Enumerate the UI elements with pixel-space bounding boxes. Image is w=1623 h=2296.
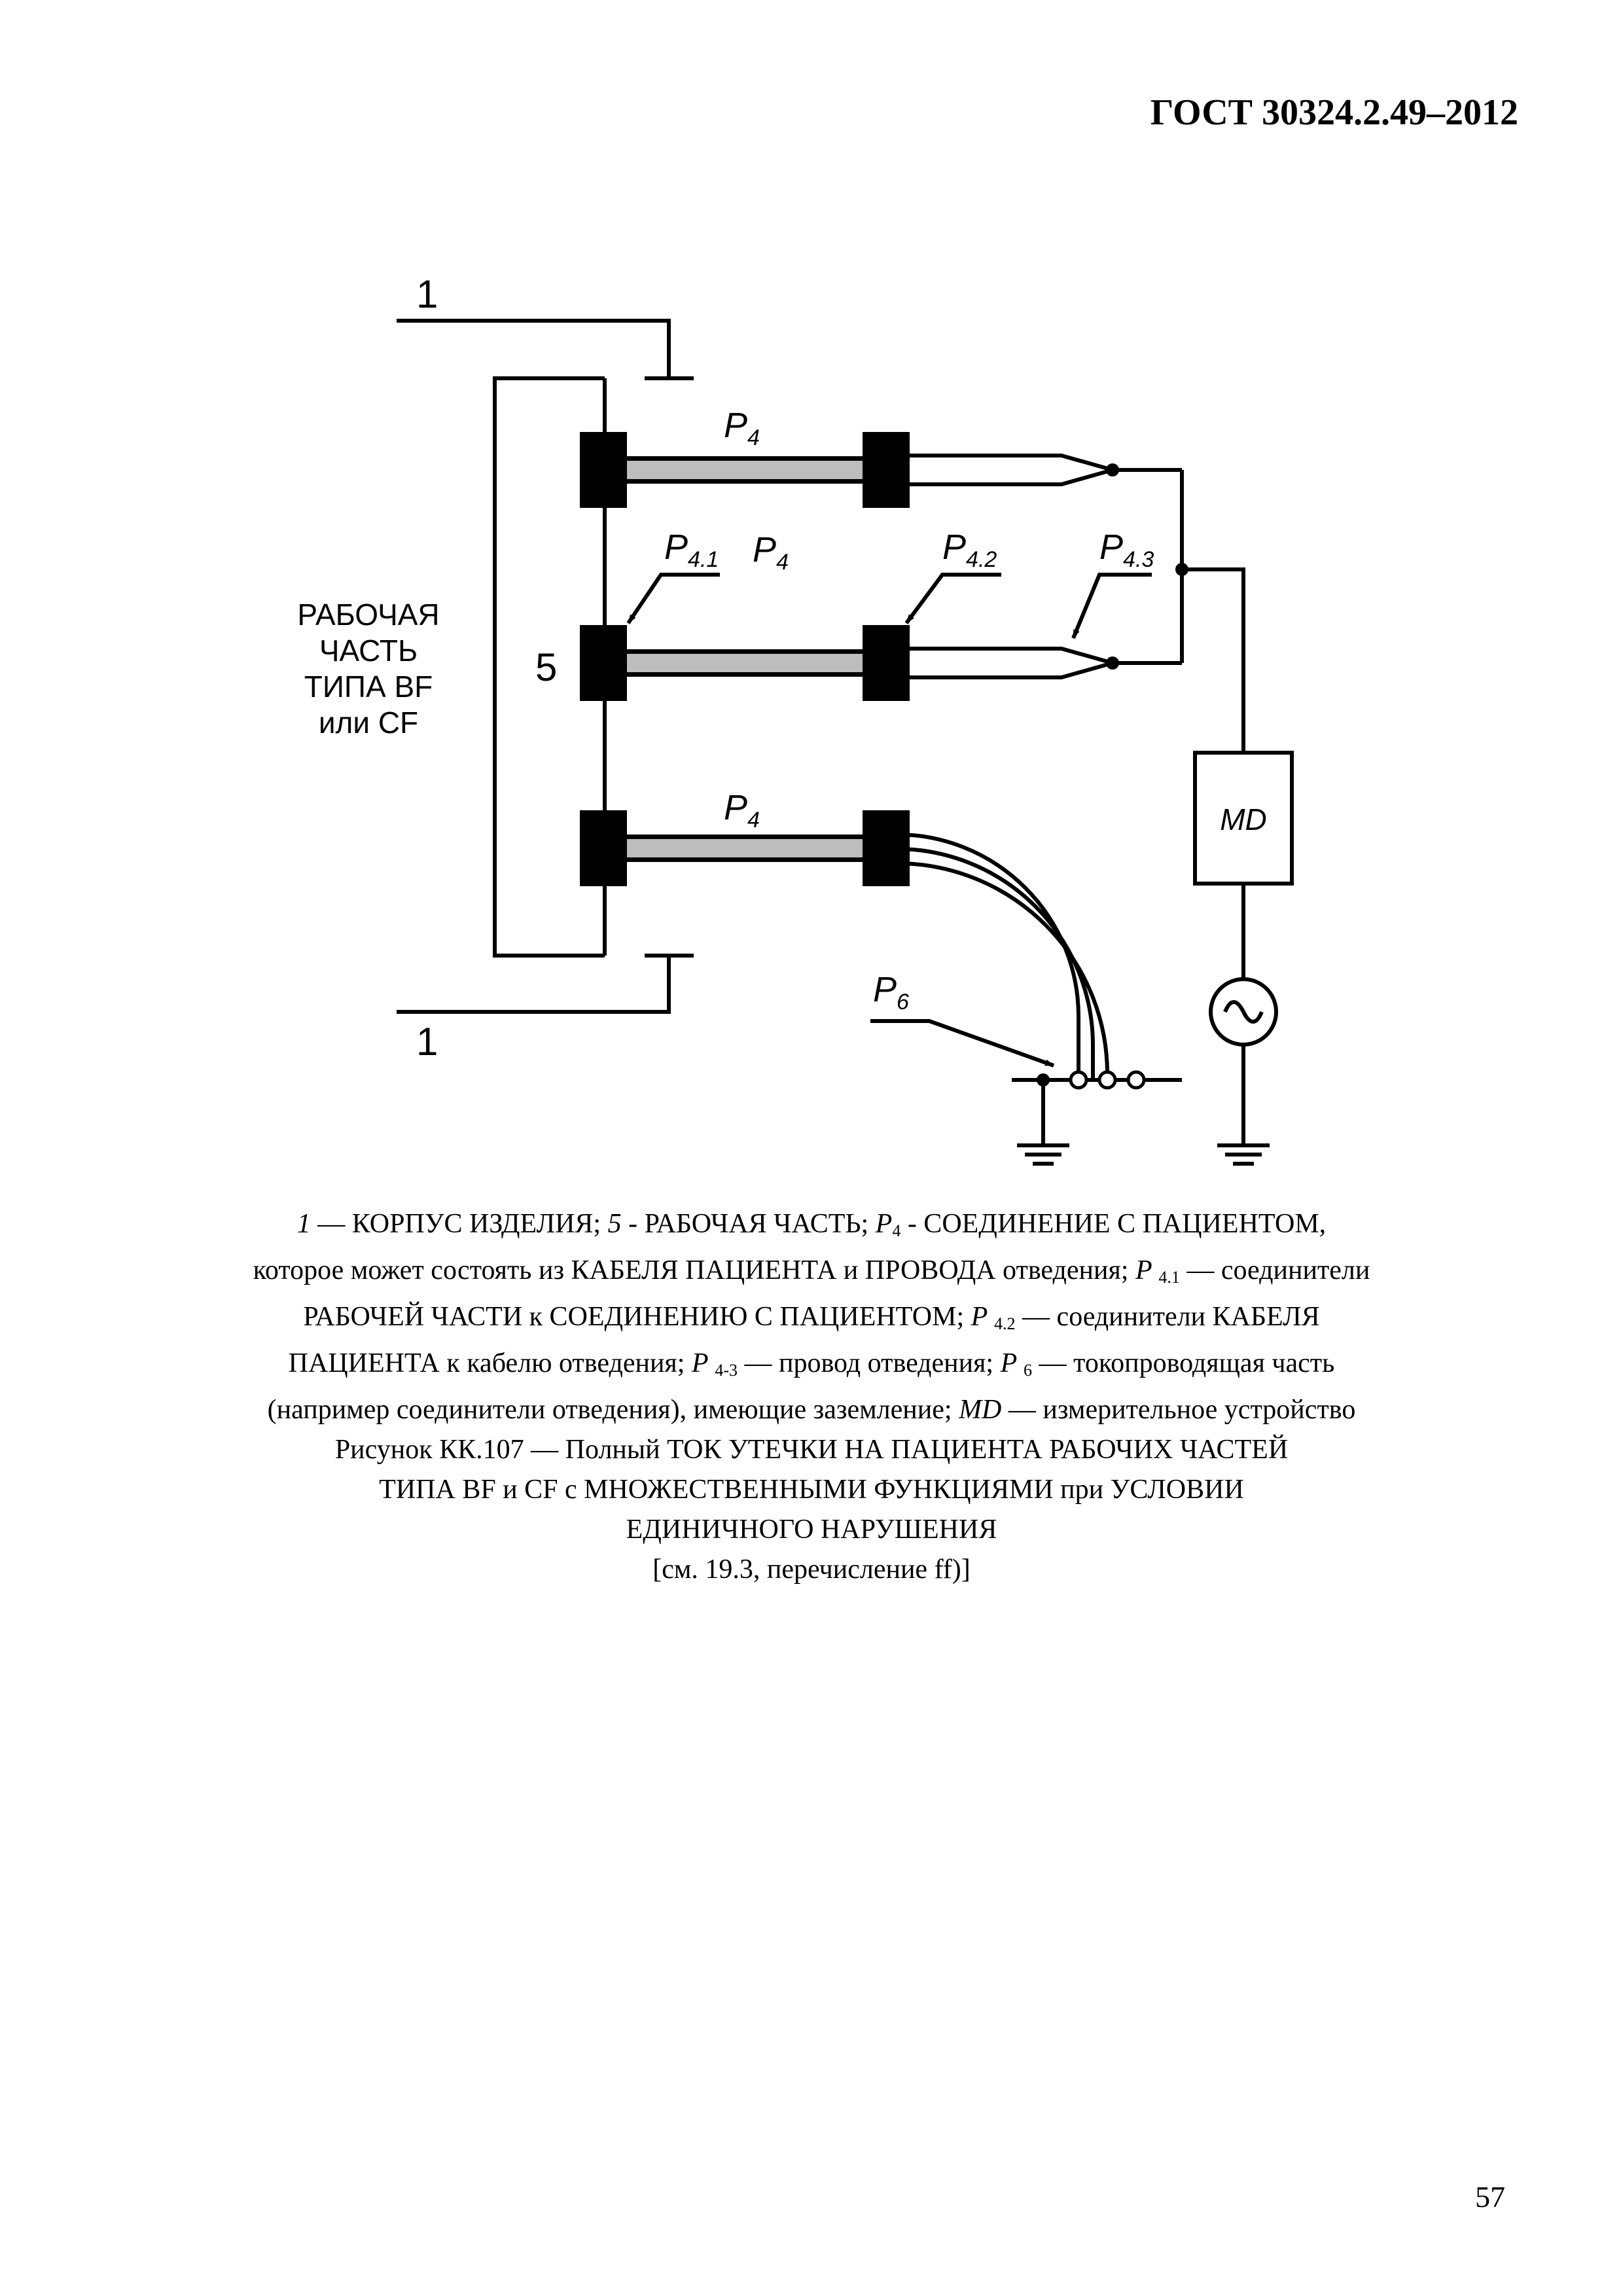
label-body-bottom: 1 bbox=[416, 1020, 438, 1064]
lead-terminal-3 bbox=[1128, 1072, 1144, 1088]
node-row2 bbox=[1106, 656, 1119, 670]
caption-line-3: ЕДИНИЧНОГО НАРУШЕНИЯ bbox=[626, 1515, 997, 1545]
legend-line-1: 1 — КОРПУС ИЗДЕЛИЯ; 5 - РАБОЧАЯ ЧАСТЬ; $P_4$ - СОЕДИНЕНИЕ С ПАЦИЕНТОМ, bbox=[296, 1209, 1327, 1240]
lead-terminal-1 bbox=[1071, 1072, 1086, 1088]
label-md: MD bbox=[1220, 802, 1267, 836]
lead-row2-upper bbox=[897, 649, 1113, 663]
caption-line-1: Рисунок КК.107 — Полный ТОК УТЕЧКИ НА ПАЦИЕНТА РАБОЧИХ ЧАСТЕЙ bbox=[334, 1435, 1289, 1465]
label-part-number: 5 bbox=[535, 645, 558, 689]
figure-legend bbox=[164, 1204, 1459, 1430]
ac-source-wave bbox=[1225, 1002, 1262, 1022]
lead-row1-upper bbox=[897, 456, 1113, 470]
document-header: ГОСТ 30324.2.49–2012 bbox=[1150, 92, 1518, 133]
connector-applied-part-row1 bbox=[580, 432, 627, 508]
leader-p41 bbox=[628, 575, 720, 623]
leader-p6 bbox=[870, 1021, 1054, 1066]
label-body-top: 1 bbox=[416, 272, 438, 316]
caption-line-2: ТИПА BF и CF с МНОЖЕСТВЕННЫМИ ФУНКЦИЯМИ при УСЛОВИИ bbox=[379, 1475, 1244, 1505]
cable-row1 bbox=[626, 456, 864, 484]
leader-p43 bbox=[1073, 575, 1152, 638]
legend-line-3: РАБОЧЕЙ ЧАСТИ к СОЕДИНЕНИЮ С ПАЦИЕНТОМ; P $_{4.2}$ — соединители КАБЕЛЯ bbox=[303, 1302, 1320, 1333]
connector-applied-part-row2 bbox=[580, 625, 627, 701]
label-p43: $P_{4.3}$ bbox=[1099, 528, 1154, 572]
connector-patient-cable-row3 bbox=[863, 810, 910, 886]
label-p42: $P_{4.2}$ bbox=[942, 528, 997, 572]
lead-terminal-2 bbox=[1099, 1072, 1115, 1088]
enclosure-bottom-line bbox=[397, 956, 669, 1012]
legend-line-5: (например соединители отведения), имеющие заземление; MD — измерительное устройство bbox=[267, 1395, 1356, 1425]
applied-part-line1: РАБОЧАЯ bbox=[297, 598, 440, 632]
applied-part-line3: ТИПА BF bbox=[304, 670, 433, 704]
caption-line-4: [см. 19.3, перечисление ff)] bbox=[652, 1554, 971, 1585]
label-p6: $P_6$ bbox=[873, 970, 909, 1014]
figure-caption bbox=[164, 1430, 1459, 1590]
cable-row3 bbox=[626, 834, 864, 862]
lead-row1-lower bbox=[897, 470, 1113, 484]
page-number: 57 bbox=[1475, 2180, 1505, 2214]
applied-part-line2: ЧАСТЬ bbox=[319, 634, 418, 668]
connector-patient-cable-row2 bbox=[863, 625, 910, 701]
connector-patient-cable-row1 bbox=[863, 432, 910, 508]
node-row1 bbox=[1106, 463, 1119, 476]
label-p4-row2: $P_4$ bbox=[753, 530, 789, 575]
cable-row2 bbox=[626, 649, 864, 677]
leader-p42 bbox=[906, 575, 1001, 623]
legend-line-4: ПАЦИЕНТА к кабелю отведения; P $_{4-3}$ — провод отведения; P $_6$ — токопроводящая часть bbox=[288, 1348, 1335, 1380]
label-p4-row1: $P_4$ bbox=[724, 406, 760, 450]
node-ground bbox=[1037, 1073, 1050, 1086]
legend-line-2: которое может состоять из КАБЕЛЯ ПАЦИЕНТА и ПРОВОДА отведения; P $_{4.1}$ — соединители bbox=[253, 1255, 1370, 1287]
connector-applied-part-row3 bbox=[580, 810, 627, 886]
lead-row2-lower bbox=[897, 663, 1113, 677]
applied-part-line4: или CF bbox=[318, 706, 419, 740]
label-p4-row3: $P_4$ bbox=[724, 788, 760, 833]
md-feed-wire bbox=[1182, 569, 1243, 753]
enclosure-top-line bbox=[397, 321, 669, 378]
label-p41: $P_{4.1}$ bbox=[664, 528, 719, 572]
node-junction bbox=[1175, 563, 1188, 576]
